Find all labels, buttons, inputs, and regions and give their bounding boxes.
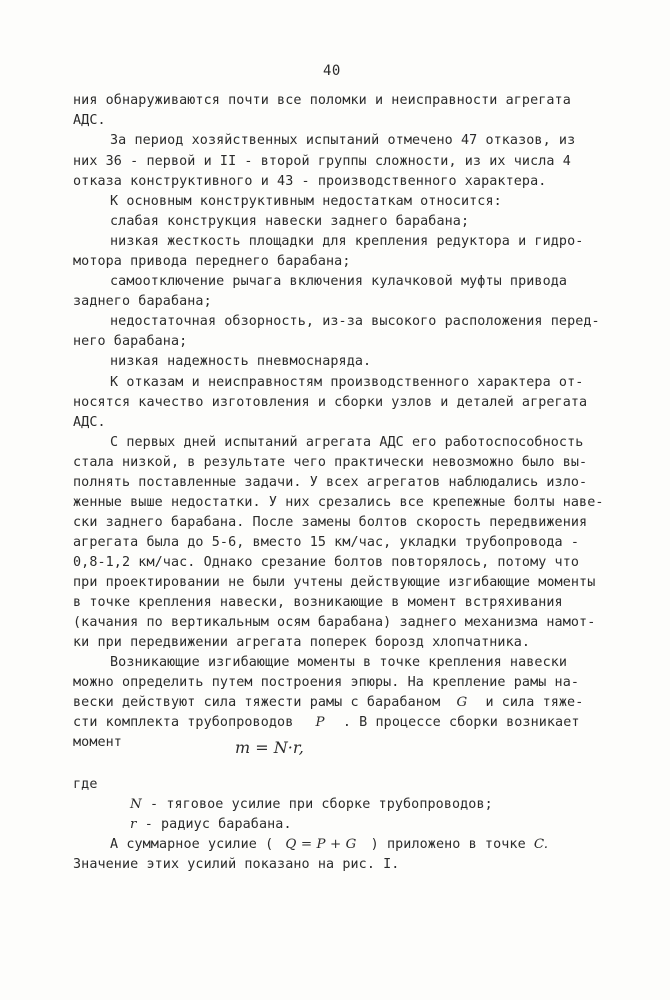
text-segment: - тяговое усилие при сборке трубопроводов;	[150, 797, 493, 812]
text-line: него барабана;	[73, 334, 188, 349]
text-segment: и сила тяже-	[485, 695, 584, 710]
text-line: них 36 - первой и II - второй группы сложности, из их числа 4	[73, 154, 571, 169]
text-line	[73, 714, 580, 732]
formula: m = N·r,	[235, 738, 304, 757]
text-segment: ) приложено в точке	[370, 837, 526, 852]
text-line: момент	[73, 735, 122, 750]
text-segment: вески действуют сила тяжести рамы с барабаном	[73, 695, 441, 710]
text-line: За период хозяйственных испытаний отмечено 47 отказов, из	[110, 133, 576, 148]
list-item: недостаточная обзорность, из-за высокого расположения перед-	[110, 314, 600, 329]
list-item: слабая конструкция навески заднего барабана;	[110, 214, 470, 229]
text-line: Возникающие изгибающие моменты в точке крепления навески	[110, 655, 568, 670]
text-line: 0,8-1,2 км/час. Однако срезание болтов повторялось, потому что	[73, 555, 580, 570]
text-line	[73, 694, 583, 712]
text-line: женные выше недостатки. У них срезались все крепежные болты наве-	[73, 495, 604, 510]
text-line: Значение этих усилий показано на рис. I.	[73, 857, 400, 872]
text-line: где	[73, 777, 98, 792]
list-item: низкая жесткость площадки для крепления редуктора и гидро-	[110, 234, 584, 249]
text-line: АДС.	[73, 415, 106, 430]
definition-line	[130, 816, 292, 834]
text-line: К основным конструктивным недостаткам относится:	[110, 194, 502, 209]
text-line: ки при передвижении агрегата поперек борозд хлопчатника.	[73, 635, 531, 650]
text-line: носятся качество изготовления и сборки узлов и деталей агрегата	[73, 395, 588, 410]
text-line: можно определить путем построения эпюры. На крепление рамы на-	[73, 675, 580, 690]
symbol-p: P	[315, 715, 325, 730]
text-line: при проектировании не были учтены действующие изгибающие моменты	[73, 575, 596, 590]
text-line: К отказам и неисправностям производственного характера от-	[110, 375, 584, 390]
text-line: (качания по вертикальным осям барабана) заднего механизма намот-	[73, 615, 596, 630]
text-line: агрегата была до 5-6, вместо 15 км/час, укладки трубопровода -	[73, 535, 580, 550]
symbol-c: C.	[533, 837, 549, 852]
formula-q: Q = P + G	[285, 837, 357, 852]
definition-line	[130, 796, 493, 814]
text-line: отказа конструктивного и 43 - производственного характера.	[73, 174, 547, 189]
symbol-n: N	[130, 797, 142, 812]
symbol-g: G	[456, 695, 468, 710]
text-line: ния обнаруживаются почти все поломки и неисправности агрегата	[73, 93, 571, 108]
list-item: низкая надежность пневмоснаряда.	[110, 354, 372, 369]
list-item: самоотключение рычага включения кулачковой муфты привода	[110, 274, 568, 289]
text-segment: сти комплекта трубопроводов	[73, 715, 294, 730]
text-line: мотора привода переднего барабана;	[73, 254, 351, 269]
text-line: С первых дней испытаний агрегата АДС его работоспособность	[110, 435, 584, 450]
text-line: АДС.	[73, 113, 106, 128]
text-segment: А суммарное усилие (	[110, 837, 274, 852]
text-line	[110, 836, 548, 854]
text-segment: - радиус барабана.	[144, 817, 292, 832]
text-line: заднего барабана;	[73, 294, 212, 309]
text-line: ски заднего барабана. После замены болтов скорость передвижения	[73, 515, 588, 530]
page-number: 40	[323, 63, 341, 79]
text-line: полнять поставленные задачи. У всех агрегатов наблюдались изло-	[73, 475, 588, 490]
text-segment: . В процессе сборки возникает	[342, 715, 580, 730]
symbol-r: r	[130, 817, 137, 832]
text-line: стала низкой, в результате чего практически невозможно было вы-	[73, 455, 588, 470]
text-line: в точке крепления навески, возникающие в момент встряхивания	[73, 595, 563, 610]
